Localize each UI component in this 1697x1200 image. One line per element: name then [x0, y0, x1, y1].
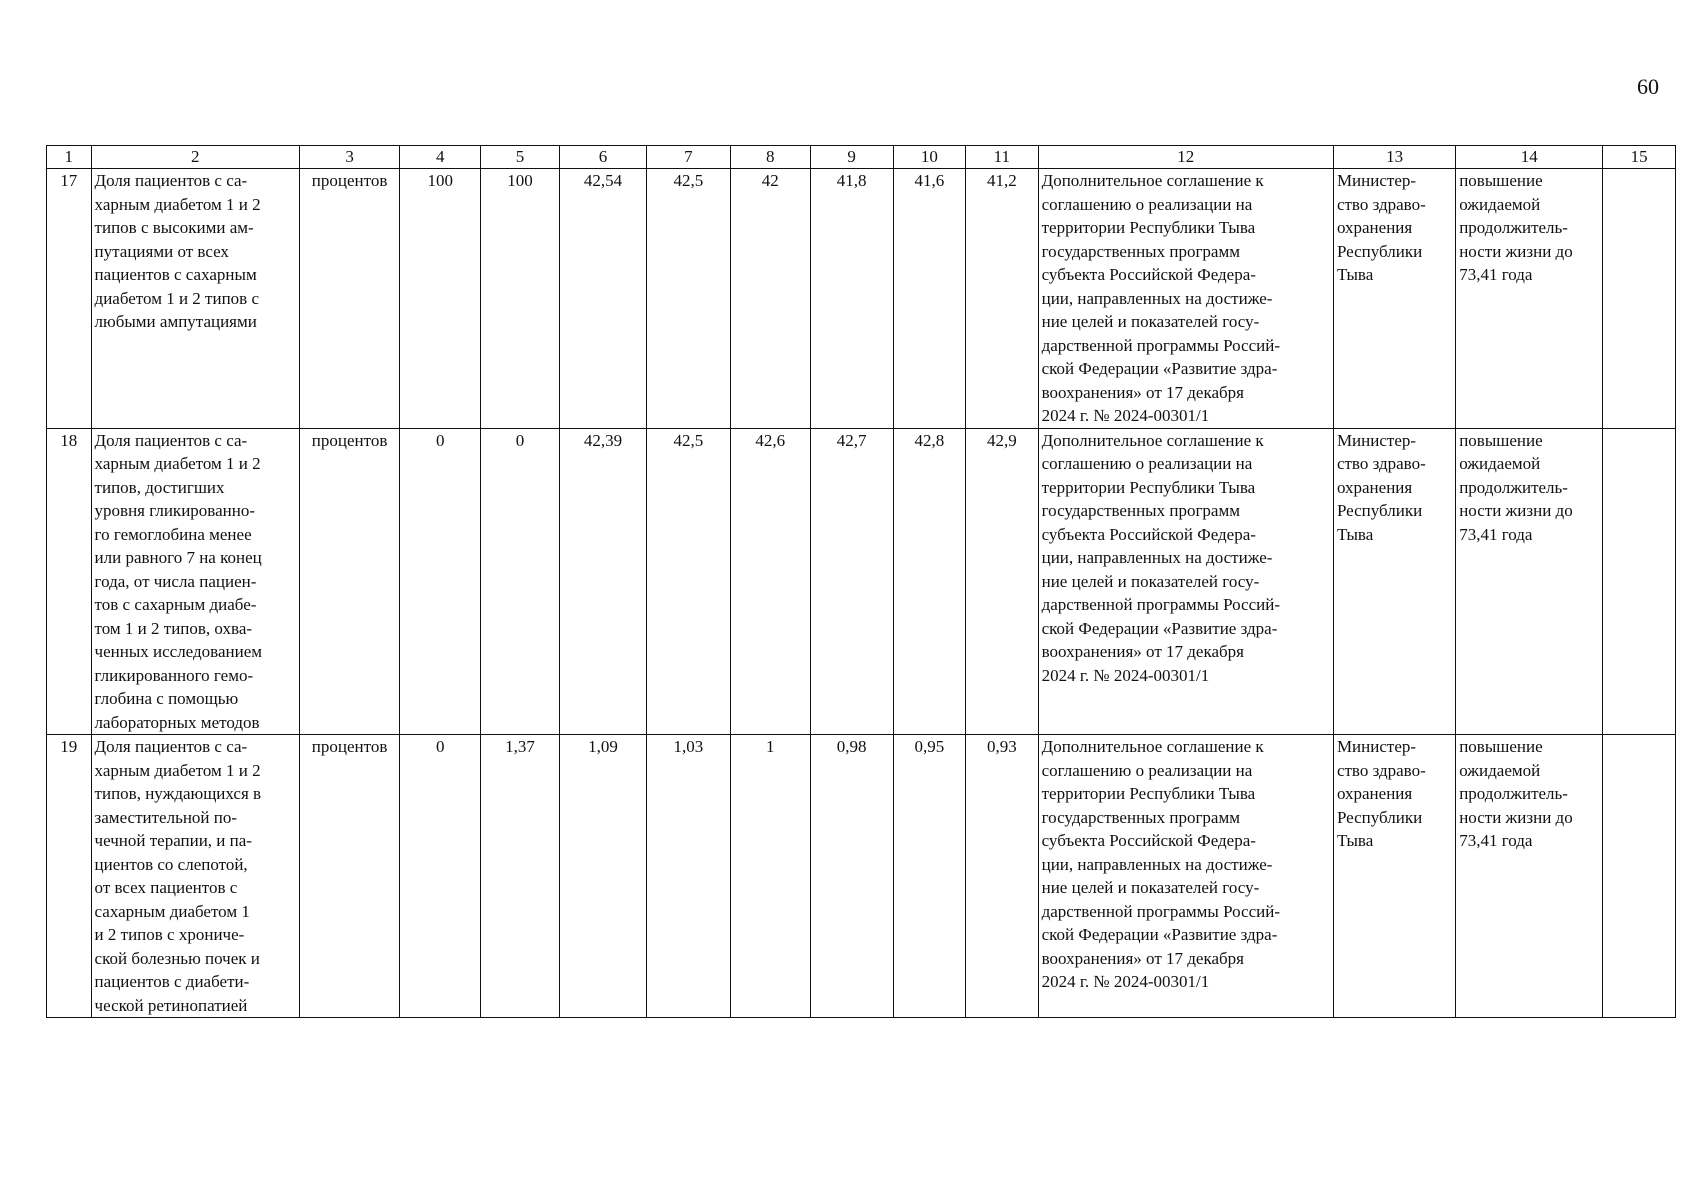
column-header: 12 — [1038, 146, 1333, 169]
value-col-11: 0,93 — [966, 735, 1039, 1018]
document-reference: Дополнительное соглашение к соглашению о реализации на территории Республики Тыва государственных программ субъекта Российской Федера- ции, направленных на достиже- ние целей и показателей госу- дарственной программы Россий- ской Федерации «Развитие здра- воохранения» от 17 декабря 2024 г. № 2024-00301/1 — [1041, 737, 1280, 991]
indicator-name: Доля пациентов с са- харным диабетом 1 и 2 типов, нуждающихся в заместительной по- чечной терапии, и па- циентов со слепотой, от всех пациентов с сахарным диабетом 1 и 2 типов с хрониче- ской болезнью почек и пациентов с диабети- ческой ретинопатией — [94, 737, 262, 1015]
value-col-11: 42,9 — [966, 428, 1039, 735]
row-index: 18 — [47, 428, 92, 735]
column-number-row — [47, 146, 1676, 169]
value-col-5: 0 — [481, 428, 560, 735]
responsible-executor: Министер- ство здраво- охранения Республики Тыва — [1336, 171, 1426, 284]
column-header: 3 — [299, 146, 400, 169]
expected-effect: повышение ожидаемой продолжитель- ности жизни до 73,41 года — [1459, 430, 1573, 544]
empty-col-15 — [1603, 169, 1676, 429]
value-col-7: 1,03 — [646, 735, 730, 1018]
value-col-6: 1,09 — [559, 735, 646, 1018]
value-col-6: 42,39 — [559, 428, 646, 735]
document-reference: Дополнительное соглашение к соглашению о реализации на территории Республики Тыва государственных программ субъекта Российской Федера- ции, направленных на достиже- ние целей и показателей госу- дарственной программы Россий- ской Федерации «Развитие здра- воохранения» от 17 декабря 2024 г. № 2024-00301/1 — [1041, 171, 1280, 425]
expected-effect: повышение ожидаемой продолжитель- ности жизни до 73,41 года — [1459, 737, 1573, 850]
column-header: 13 — [1333, 146, 1455, 169]
table-row — [47, 169, 1676, 429]
column-header: 15 — [1603, 146, 1676, 169]
responsible-executor: Министер- ство здраво- охранения Республики Тыва — [1336, 430, 1426, 544]
value-col-9: 41,8 — [810, 169, 893, 429]
column-header: 8 — [730, 146, 810, 169]
value-col-5: 100 — [481, 169, 560, 429]
unit-cell: процентов — [299, 428, 400, 735]
column-header: 5 — [481, 146, 560, 169]
value-col-9: 42,7 — [810, 428, 893, 735]
value-col-6: 42,54 — [559, 169, 646, 429]
value-col-10: 0,95 — [893, 735, 966, 1018]
unit-cell: процентов — [299, 735, 400, 1018]
empty-col-15 — [1603, 735, 1676, 1018]
column-header: 9 — [810, 146, 893, 169]
value-col-10: 41,6 — [893, 169, 966, 429]
indicators-table — [46, 145, 1676, 1018]
value-col-4: 0 — [400, 428, 481, 735]
document-reference: Дополнительное соглашение к соглашению о реализации на территории Республики Тыва государственных программ субъекта Российской Федера- ции, направленных на достиже- ние целей и показателей госу- дарственной программы Россий- ской Федерации «Развитие здра- воохранения» от 17 декабря 2024 г. № 2024-00301/1 — [1041, 430, 1280, 685]
indicator-name: Доля пациентов с са- харным диабетом 1 и 2 типов с высокими ам- путациями от всех пациентов с сахарным диабетом 1 и 2 типов с любыми ампутациями — [94, 171, 261, 331]
value-col-9: 0,98 — [810, 735, 893, 1018]
expected-effect: повышение ожидаемой продолжитель- ности жизни до 73,41 года — [1459, 171, 1573, 284]
value-col-8: 42 — [730, 169, 810, 429]
value-col-7: 42,5 — [646, 169, 730, 429]
value-col-8: 1 — [730, 735, 810, 1018]
value-col-11: 41,2 — [966, 169, 1039, 429]
row-index: 17 — [47, 169, 92, 429]
value-col-4: 100 — [400, 169, 481, 429]
responsible-executor: Министер- ство здраво- охранения Республики Тыва — [1336, 737, 1426, 850]
value-col-5: 1,37 — [481, 735, 560, 1018]
column-header: 10 — [893, 146, 966, 169]
indicator-name: Доля пациентов с са- харным диабетом 1 и 2 типов, достигших уровня гликированно- го гемоглобина менее или равного 7 на конец года, от числа пациен- тов с сахарным диабе- том 1 и 2 типов, охва- ченных исследованием гликированного гемо- глобина с помощью лабораторных методов — [94, 430, 262, 732]
column-header: 11 — [966, 146, 1039, 169]
table-row — [47, 428, 1676, 735]
column-header: 6 — [559, 146, 646, 169]
column-header: 2 — [91, 146, 299, 169]
value-col-8: 42,6 — [730, 428, 810, 735]
column-header: 1 — [47, 146, 92, 169]
unit-cell: процентов — [299, 169, 400, 429]
table-row — [47, 735, 1676, 1018]
row-index: 19 — [47, 735, 92, 1018]
column-header: 4 — [400, 146, 481, 169]
value-col-4: 0 — [400, 735, 481, 1018]
empty-col-15 — [1603, 428, 1676, 735]
column-header: 14 — [1456, 146, 1603, 169]
value-col-10: 42,8 — [893, 428, 966, 735]
column-header: 7 — [646, 146, 730, 169]
page-number: 60 — [1637, 74, 1659, 99]
value-col-7: 42,5 — [646, 428, 730, 735]
